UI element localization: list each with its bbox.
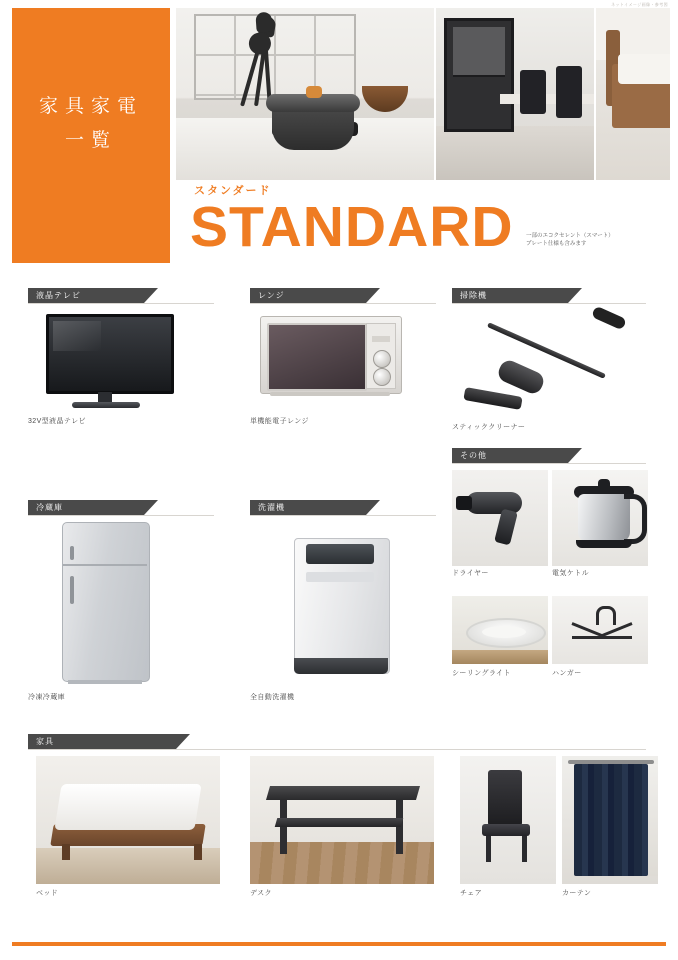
header-badge-title (12, 90, 170, 158)
fridge-handle-icon (70, 576, 74, 604)
dining-chair-icon (520, 70, 546, 114)
desk-shelf-icon (275, 818, 404, 827)
other-row-2 (452, 592, 646, 704)
caption-dryer: ドライヤー (452, 570, 489, 577)
product-art-washer (250, 516, 436, 692)
product-art-chair (460, 756, 556, 884)
chair-seat-icon (482, 824, 530, 836)
standard-note-line1: 一部のエコクセレント（スマート） (526, 233, 614, 239)
tv-screen-icon (46, 314, 174, 394)
microwave-knob-icon (373, 368, 391, 386)
dining-floor (436, 126, 594, 180)
product-art-cleaner (452, 304, 646, 422)
section-cleaner (452, 288, 646, 432)
caption-hanger: ハンガー (552, 670, 582, 677)
header-photo-strip (176, 8, 670, 180)
cooking-pot-icon (272, 104, 354, 150)
section-title-microwave: レンジ (250, 288, 366, 303)
footer-accent-bar (12, 942, 666, 946)
section-fridge (28, 500, 214, 702)
caption-bed: ベッド (36, 890, 59, 897)
desk-room-floor (250, 842, 434, 884)
curtain-icon (574, 764, 648, 876)
caption-desk: デスク (250, 890, 272, 897)
microwave-knob-icon (373, 350, 391, 368)
section-title-other: その他 (452, 448, 568, 463)
kettle-base-icon (576, 540, 632, 548)
page-header (0, 0, 678, 272)
caption-ceiling-light: シーリングライト (452, 670, 511, 677)
caption-kettle: 電気ケトル (552, 570, 589, 577)
standard-note-line2: プレート仕様も含みます (526, 241, 587, 247)
tv-neck-icon (98, 392, 112, 402)
standard-note (526, 232, 614, 256)
desk-room-wall (250, 756, 434, 848)
microwave-body-icon (260, 316, 402, 394)
photo-kitchen (176, 8, 434, 180)
header-badge-line1: 家具家電 (38, 96, 143, 117)
microwave-display-icon (372, 336, 390, 342)
caption-microwave: 単機能電子レンジ (250, 418, 309, 425)
washer-base-icon (294, 658, 388, 674)
product-art-curtain (562, 756, 658, 884)
dryer-nozzle-icon (456, 496, 472, 510)
ceiling-light-inner-icon (482, 626, 526, 638)
cleaner-handle-icon (591, 306, 627, 331)
product-art-bed (36, 756, 220, 884)
section-title-fridge: 冷蔵庫 (28, 500, 144, 515)
header-badge-line2: 一覧 (64, 130, 117, 151)
caption-tv: 32V型液晶テレビ (28, 418, 86, 425)
caption-chair: チェア (460, 890, 482, 897)
hanger-hook-icon (596, 606, 616, 625)
caption-curtain: カーテン (562, 890, 592, 897)
cabinet-icon (444, 18, 514, 132)
cleaner-motor-icon (496, 358, 547, 397)
bed-mattress-icon (54, 784, 201, 830)
standard-title-block (190, 182, 668, 259)
dryer-handle-icon (494, 509, 518, 546)
section-title-tv: 液晶テレビ (28, 288, 144, 303)
section-microwave (250, 288, 436, 426)
photo-dining (436, 8, 594, 180)
product-art-fridge (28, 516, 214, 692)
cleaner-head-icon (463, 387, 522, 410)
product-art-kettle (552, 470, 648, 566)
wooden-bowl-icon (362, 86, 408, 112)
kettle-handle-icon (624, 494, 647, 544)
furniture-row (28, 756, 646, 908)
caption-cleaner: スティッククリーナー (452, 424, 526, 431)
fridge-freezer-handle-icon (70, 546, 74, 560)
desk-top-icon (266, 786, 420, 800)
fridge-body-icon (62, 522, 150, 682)
chair-back-icon (488, 770, 522, 826)
bed-mattress-icon (618, 54, 670, 84)
section-title-cleaner: 掃除機 (452, 288, 568, 303)
photo-bedroom (596, 8, 670, 180)
standard-title: STANDARD (190, 195, 514, 259)
kettle-body-icon (578, 494, 630, 542)
washer-lid-icon (306, 544, 374, 564)
chair-leg-icon (522, 836, 527, 862)
microwave-panel-icon (366, 323, 396, 389)
product-art-hanger (552, 596, 648, 664)
chair-leg-icon (486, 836, 491, 862)
fridge-door-divider-icon (63, 564, 147, 566)
tv-stand-icon (72, 402, 140, 408)
product-art-microwave (250, 304, 436, 416)
section-rule (28, 749, 646, 750)
section-tv (28, 288, 214, 426)
microwave-door-icon (267, 323, 367, 391)
section-washer (250, 500, 436, 702)
section-title-furniture: 家具 (28, 734, 176, 749)
product-art-desk (250, 756, 434, 884)
bed-leg-icon (194, 844, 202, 860)
bed-leg-icon (62, 844, 70, 860)
corner-note: ネットイメージ画像・参考図 (611, 2, 668, 7)
washer-panel-icon (306, 572, 374, 582)
curtain-rod-icon (568, 760, 654, 764)
microwave-base-icon (270, 392, 390, 396)
standard-kana: スタンダード (194, 185, 272, 197)
section-furniture (28, 734, 646, 908)
light-room-floor (452, 650, 548, 664)
fridge-base-icon (68, 680, 142, 684)
section-other (452, 448, 646, 704)
product-art-dryer (452, 470, 548, 566)
caption-fridge: 冷凍冷蔵庫 (28, 694, 65, 701)
product-art-tv (28, 304, 214, 416)
dining-chair-icon (556, 66, 582, 118)
header-badge (12, 8, 170, 263)
other-row-1 (452, 464, 646, 592)
caption-washer: 全自動洗濯機 (250, 694, 295, 701)
hanger-bar-icon (572, 636, 632, 639)
product-art-ceiling-light (452, 596, 548, 664)
section-title-washer: 洗濯機 (250, 500, 366, 515)
